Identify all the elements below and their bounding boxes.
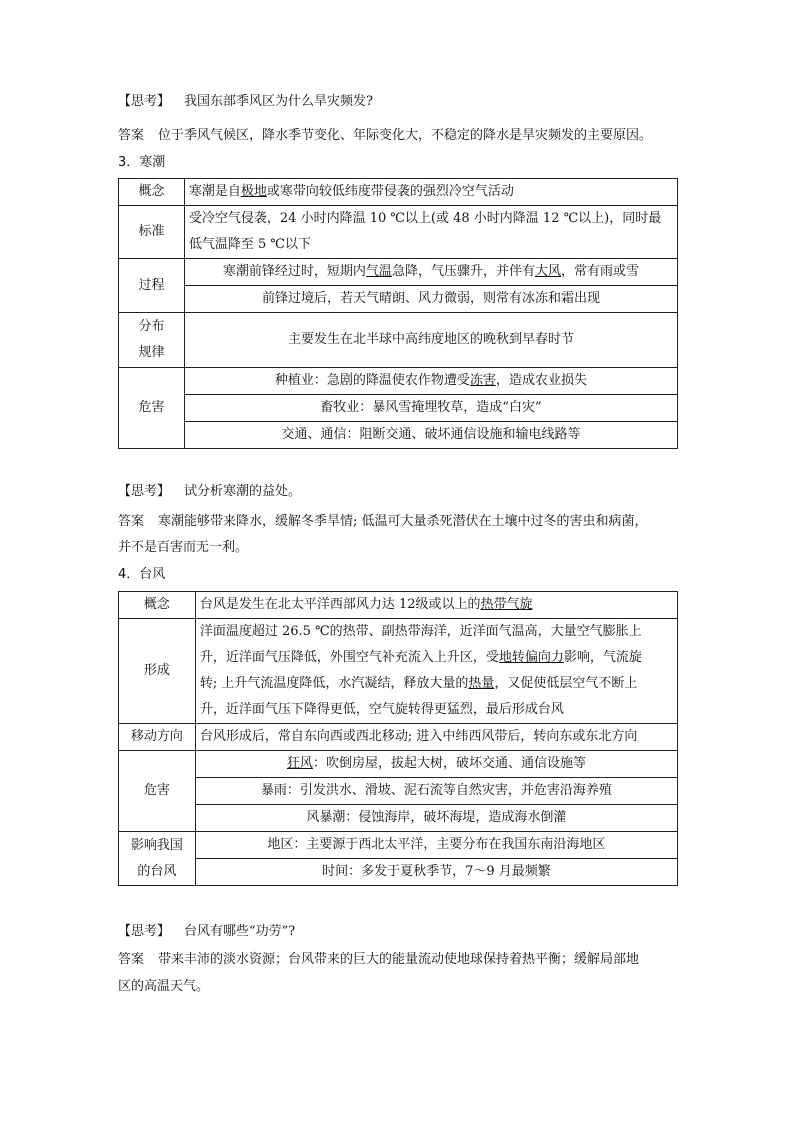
answer-1 <box>118 126 678 146</box>
table-row <box>119 368 678 395</box>
answer-text: 带来丰沛的淡水资源；台风带来的巨大的能量流动使地球保持着热平衡；缓解局部地 <box>158 952 640 967</box>
table-row <box>119 619 678 724</box>
row-label: 过程 <box>119 259 185 313</box>
row-content: 受冷空气侵袭，24 小时内降温 10 ℃以上(或 48 小时内降温 12 ℃以上)，同时最 低气温降至 5 ℃以下 <box>184 206 677 259</box>
answer-2-line-2: 并不是百害而无一利。 <box>118 540 249 555</box>
table-row <box>119 313 678 368</box>
row-content: 洋面温度超过 26.5 ℃的热带、副热带海洋，近洋面气温高，大量空气膨胀上 升，近洋面气压降低，外围空气补充流入上升区，受地转偏向力影响，气流旋 转; 上升气流温度降低，水汽凝结，释放大量的热量，又促使低层空气不断上 升，近洋面气压下降得更低，空气旋转得更猛烈，最后形成台风 <box>195 619 677 724</box>
row-label: 形成 <box>119 619 196 724</box>
row-label: 危害 <box>119 751 196 832</box>
answer-text: 位于季风气候区，降水季节变化、年际变化大，不稳定的降水是旱灾频发的主要原因。 <box>158 128 653 143</box>
answer-tag: 答案 <box>118 952 145 967</box>
row-label: 概念 <box>119 592 196 619</box>
table-row <box>119 395 678 422</box>
think-question-text: 我国东部季风区为什么旱灾频发? <box>184 94 373 109</box>
row-content: 台风形成后，常自东向西或西北移动; 进入中纬西风带后，转向东或东北方向 <box>195 724 677 751</box>
table-row <box>119 179 678 206</box>
answer-text: 寒潮能够带来降水，缓解冬季旱情; 低温可大量杀死潜伏在土壤中过冬的害虫和病菌， <box>158 514 648 529</box>
answer-2-line-1 <box>118 512 678 532</box>
think-question-2 <box>118 482 678 502</box>
row-content: 寒潮是自极地或寒带向较低纬度带侵袭的强烈冷空气活动 <box>184 179 677 206</box>
row-content: 寒潮前锋经过时，短期内气温急降，气压骤升，并伴有大风，常有雨或雪 <box>184 259 677 286</box>
answer-3-line-2: 区的高温天气。 <box>118 979 210 994</box>
row-content: 前锋过境后，若天气晴朗、风力微弱，则常有冰冻和霜出现 <box>184 286 677 313</box>
think-question-text: 台风有哪些“功劳”? <box>184 924 296 939</box>
row-label: 标准 <box>119 206 185 259</box>
row-label: 危害 <box>119 368 185 449</box>
section-heading-typhoon: 4．台风 <box>118 567 166 582</box>
row-content: 台风是发生在北太平洋西部风力达 12级或以上的热带气旋 <box>195 592 677 619</box>
think-question-text: 试分析寒潮的益处。 <box>184 484 302 499</box>
table-row <box>119 259 678 286</box>
think-question-1 <box>118 92 678 112</box>
table-row <box>119 778 678 805</box>
think-tag: 【思考】 <box>118 484 171 499</box>
row-content: 种植业：急剧的降温使农作物遭受冻害，造成农业损失 <box>184 368 677 395</box>
row-content: 狂风：吹倒房屋，拔起大树，破坏交通、通信设施等 <box>195 751 677 778</box>
row-label: 概念 <box>119 179 185 206</box>
row-label: 移动方向 <box>119 724 196 751</box>
think-tag: 【思考】 <box>118 94 171 109</box>
table-row <box>119 751 678 778</box>
answer-tag: 答案 <box>118 128 145 143</box>
section-heading-cold-wave: 3．寒潮 <box>118 155 166 170</box>
row-content: 主要发生在北半球中高纬度地区的晚秋到早春时节 <box>184 313 677 368</box>
row-content: 畜牧业：暴风雪掩埋牧草，造成“白灾” <box>184 395 677 422</box>
table-row <box>119 832 678 859</box>
row-content: 暴雨：引发洪水、滑坡、泥石流等自然灾害，并危害沿海养殖 <box>195 778 677 805</box>
answer-tag: 答案 <box>118 514 145 529</box>
row-content: 时间：多发于夏秋季节，7～9 月最频繁 <box>195 859 677 886</box>
row-content: 风暴潮：侵蚀海岸，破坏海堤，造成海水倒灌 <box>195 805 677 832</box>
row-label: 影响我国 的台风 <box>119 832 196 886</box>
typhoon-table <box>118 591 678 886</box>
cold-wave-table <box>118 178 678 449</box>
think-tag: 【思考】 <box>118 924 171 939</box>
table-row <box>119 724 678 751</box>
table-row <box>119 422 678 449</box>
row-content: 交通、通信：阻断交通、破坏通信设施和输电线路等 <box>184 422 677 449</box>
table-row <box>119 286 678 313</box>
row-label: 分布 规律 <box>119 313 185 368</box>
table-row <box>119 206 678 259</box>
answer-3-line-1 <box>118 950 678 970</box>
table-row <box>119 592 678 619</box>
table-row <box>119 805 678 832</box>
think-question-3 <box>118 922 678 942</box>
row-content: 地区：主要源于西北太平洋，主要分布在我国东南沿海地区 <box>195 832 677 859</box>
table-row <box>119 859 678 886</box>
